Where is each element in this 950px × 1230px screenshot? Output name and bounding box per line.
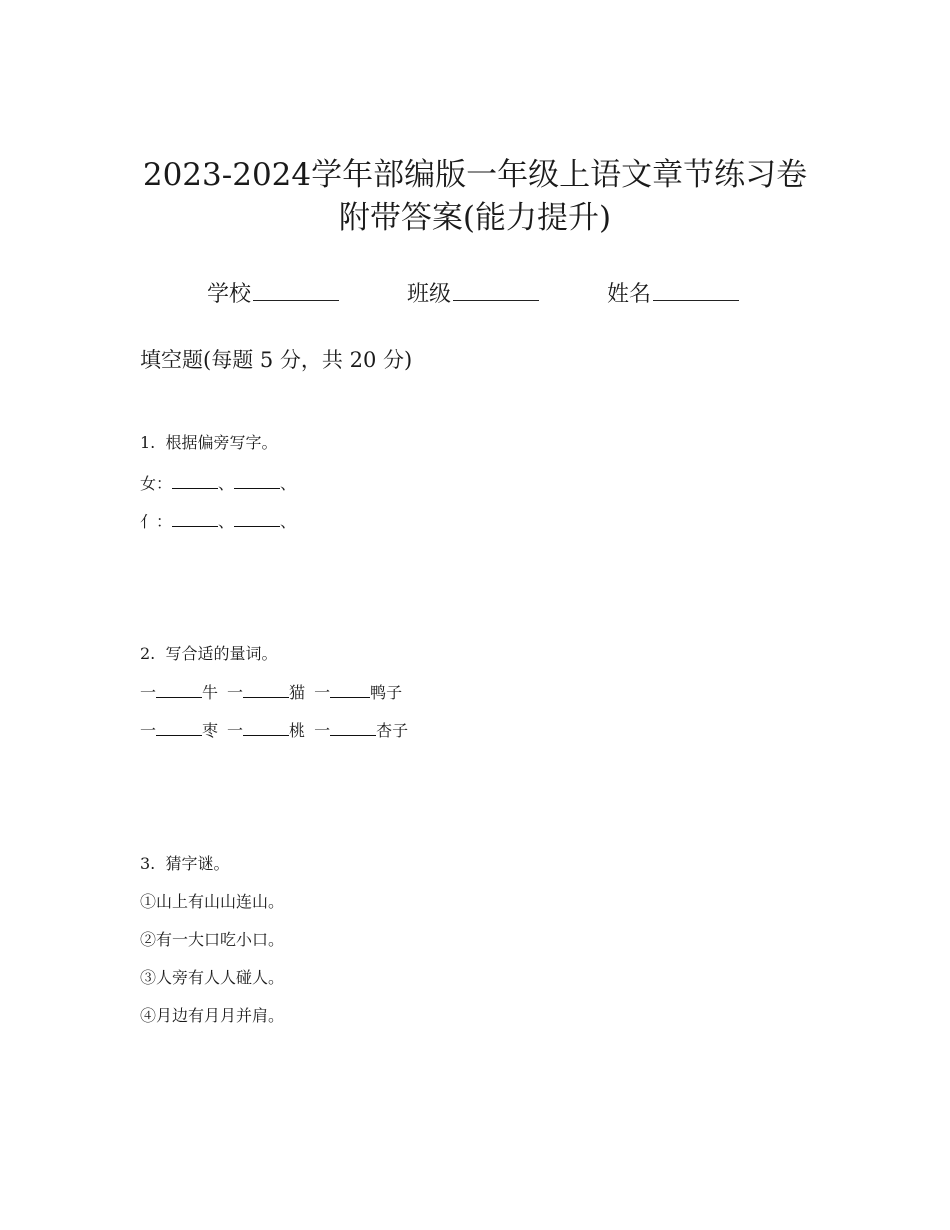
prefix-one: 一 xyxy=(314,721,331,740)
class-blank[interactable] xyxy=(453,276,539,301)
question-3-prompt xyxy=(140,852,229,876)
separator: 、 xyxy=(218,474,235,493)
school-blank[interactable] xyxy=(253,276,339,301)
student-info-row xyxy=(0,276,950,312)
name-label: 姓名 xyxy=(607,282,652,307)
school-field xyxy=(207,276,339,312)
question-number: 1. xyxy=(140,433,156,452)
noun: 鸭子 xyxy=(370,683,403,702)
prefix-one: 一 xyxy=(140,683,157,702)
question-number: 2. xyxy=(140,644,156,663)
answer-blank[interactable] xyxy=(243,680,289,698)
radical-label: 女： xyxy=(140,474,173,493)
radical-row-1 xyxy=(140,471,296,496)
question-number: 3. xyxy=(140,854,156,873)
separator: 、 xyxy=(280,512,297,531)
noun: 枣 xyxy=(202,721,219,740)
measure-word-row-2 xyxy=(140,718,408,743)
answer-blank[interactable] xyxy=(156,718,202,736)
measure-word-row-1 xyxy=(140,680,402,705)
noun: 杏子 xyxy=(376,721,409,740)
riddle-item: ②有一大口吃小口。 xyxy=(140,930,285,949)
question-text: 猜字谜。 xyxy=(165,854,230,873)
page-title: 2023-2024学年部编版一年级上语文章节练习卷 xyxy=(142,157,808,193)
prefix-one: 一 xyxy=(227,721,244,740)
riddle-item: ①山上有山山连山。 xyxy=(140,892,285,911)
answer-blank[interactable] xyxy=(234,509,280,527)
name-blank[interactable] xyxy=(653,276,739,301)
answer-blank[interactable] xyxy=(243,718,289,736)
prefix-one: 一 xyxy=(314,683,331,702)
prefix-one: 一 xyxy=(227,683,244,702)
section-heading: 填空题(每题 5 分，共 20 分) xyxy=(140,348,413,372)
radical-row-2 xyxy=(140,509,296,534)
answer-blank[interactable] xyxy=(156,680,202,698)
class-label: 班级 xyxy=(407,282,452,307)
answer-blank[interactable] xyxy=(172,471,218,489)
noun: 桃 xyxy=(289,721,306,740)
riddle-item: ③人旁有人人碰人。 xyxy=(140,968,285,987)
prefix-one: 一 xyxy=(140,721,157,740)
noun: 猫 xyxy=(289,683,306,702)
answer-blank[interactable] xyxy=(330,680,370,698)
answer-blank[interactable] xyxy=(234,471,280,489)
riddle-item: ④月边有月月并肩。 xyxy=(140,1006,285,1025)
page-subtitle: 附带答案(能力提升) xyxy=(338,200,612,236)
school-label: 学校 xyxy=(207,282,252,307)
radical-label: 亻： xyxy=(140,512,173,531)
question-text: 根据偏旁写字。 xyxy=(165,433,278,452)
question-2-prompt xyxy=(140,642,277,666)
noun: 牛 xyxy=(202,683,219,702)
question-text: 写合适的量词。 xyxy=(165,644,278,663)
answer-blank[interactable] xyxy=(330,718,376,736)
separator: 、 xyxy=(218,512,235,531)
separator: 、 xyxy=(280,474,297,493)
answer-blank[interactable] xyxy=(172,509,218,527)
name-field xyxy=(607,276,739,312)
question-1-prompt xyxy=(140,431,277,455)
class-field xyxy=(407,276,539,312)
